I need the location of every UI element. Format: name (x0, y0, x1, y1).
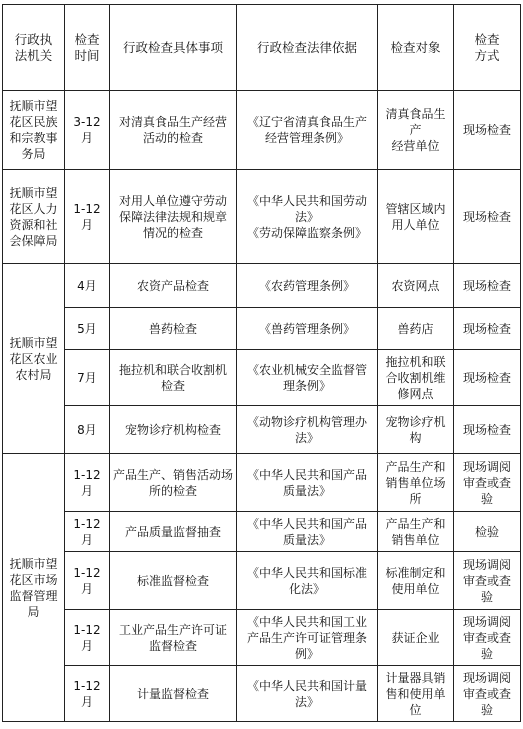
item-cell: 计量监督检查 (110, 666, 237, 722)
header-item: 行政检查具体事项 (110, 5, 237, 91)
table-row (3, 512, 521, 552)
method-cell: 现场检查 (454, 91, 521, 170)
time-cell: 1-12 月 (65, 552, 110, 610)
table-row (3, 350, 521, 406)
target-cell: 管辖区域内 用人单位 (378, 170, 454, 264)
item-cell: 农资产品检查 (110, 264, 237, 308)
basis-cell: 《中华人民共和国产品 质量法》 (237, 512, 378, 552)
item-cell: 产品质量监督抽查 (110, 512, 237, 552)
method-cell: 现场检查 (454, 406, 521, 454)
basis-cell: 《动物诊疗机构管理办 法》 (237, 406, 378, 454)
item-cell: 对用人单位遵守劳动 保障法律法规和规章 情况的检查 (110, 170, 237, 264)
time-cell: 1-12 月 (65, 610, 110, 666)
target-cell: 标准制定和 使用单位 (378, 552, 454, 610)
time-cell: 4月 (65, 264, 110, 308)
basis-cell: 《农业机械安全监督管 理条例》 (237, 350, 378, 406)
method-cell: 现场调阅 审查或查 验 (454, 610, 521, 666)
inspection-table (2, 4, 521, 722)
time-cell: 3-12 月 (65, 91, 110, 170)
basis-cell: 《农药管理条例》 (237, 264, 378, 308)
table-row (3, 552, 521, 610)
item-cell: 宠物诊疗机构检查 (110, 406, 237, 454)
basis-cell: 《中华人民共和国产品 质量法》 (237, 454, 378, 512)
header-time: 检查 时间 (65, 5, 110, 91)
header-row (3, 5, 521, 91)
basis-cell: 《中华人民共和国标准 化法》 (237, 552, 378, 610)
basis-cell: 《中华人民共和国劳动 法》 《劳动保障监察条例》 (237, 170, 378, 264)
table-row (3, 610, 521, 666)
table-row (3, 666, 521, 722)
method-cell: 检验 (454, 512, 521, 552)
target-cell: 清真食品生产 经营单位 (378, 91, 454, 170)
header-agency: 行政执 法机关 (3, 5, 65, 91)
item-cell: 兽药检查 (110, 308, 237, 350)
basis-cell: 《中华人民共和国工业 产品生产许可证管理条 例》 (237, 610, 378, 666)
item-cell: 拖拉机和联合收割机 检查 (110, 350, 237, 406)
time-cell: 1-12 月 (65, 512, 110, 552)
time-cell: 5月 (65, 308, 110, 350)
method-cell: 现场调阅 审查或查 验 (454, 454, 521, 512)
agency-cell: 抚顺市望 花区农业 农村局 (3, 264, 65, 454)
time-cell: 1-12 月 (65, 666, 110, 722)
time-cell: 7月 (65, 350, 110, 406)
table-row (3, 454, 521, 512)
target-cell: 产品生产和 销售单位 (378, 512, 454, 552)
target-cell: 宠物诊疗机 构 (378, 406, 454, 454)
method-cell: 现场调阅 审查或查 验 (454, 552, 521, 610)
method-cell: 现场检查 (454, 350, 521, 406)
target-cell: 农资网点 (378, 264, 454, 308)
item-cell: 对清真食品生产经营 活动的检查 (110, 91, 237, 170)
time-cell: 8月 (65, 406, 110, 454)
item-cell: 标准监督检查 (110, 552, 237, 610)
header-target: 检查对象 (378, 5, 454, 91)
method-cell: 现场调阅 审查或查 验 (454, 666, 521, 722)
item-cell: 产品生产、销售活动场 所的检查 (110, 454, 237, 512)
target-cell: 计量器具销 售和使用单 位 (378, 666, 454, 722)
table-row (3, 264, 521, 308)
table-row (3, 406, 521, 454)
table-row (3, 91, 521, 170)
method-cell: 现场检查 (454, 308, 521, 350)
target-cell: 兽药店 (378, 308, 454, 350)
agency-cell: 抚顺市望 花区市场 监督管理 局 (3, 454, 65, 722)
method-cell: 现场检查 (454, 170, 521, 264)
basis-cell: 《兽药管理条例》 (237, 308, 378, 350)
target-cell: 获证企业 (378, 610, 454, 666)
target-cell: 拖拉机和联 合收割机维 修网点 (378, 350, 454, 406)
table-row (3, 170, 521, 264)
table-row (3, 308, 521, 350)
time-cell: 1-12 月 (65, 170, 110, 264)
basis-cell: 《中华人民共和国计量 法》 (237, 666, 378, 722)
header-basis: 行政检查法律依据 (237, 5, 378, 91)
header-method: 检查 方式 (454, 5, 521, 91)
method-cell: 现场检查 (454, 264, 521, 308)
target-cell: 产品生产和 销售单位场 所 (378, 454, 454, 512)
agency-cell: 抚顺市望 花区人力 资源和社 会保障局 (3, 170, 65, 264)
agency-cell: 抚顺市望 花区民族 和宗教事 务局 (3, 91, 65, 170)
item-cell: 工业产品生产许可证 监督检查 (110, 610, 237, 666)
basis-cell: 《辽宁省清真食品生产 经营管理条例》 (237, 91, 378, 170)
time-cell: 1-12 月 (65, 454, 110, 512)
